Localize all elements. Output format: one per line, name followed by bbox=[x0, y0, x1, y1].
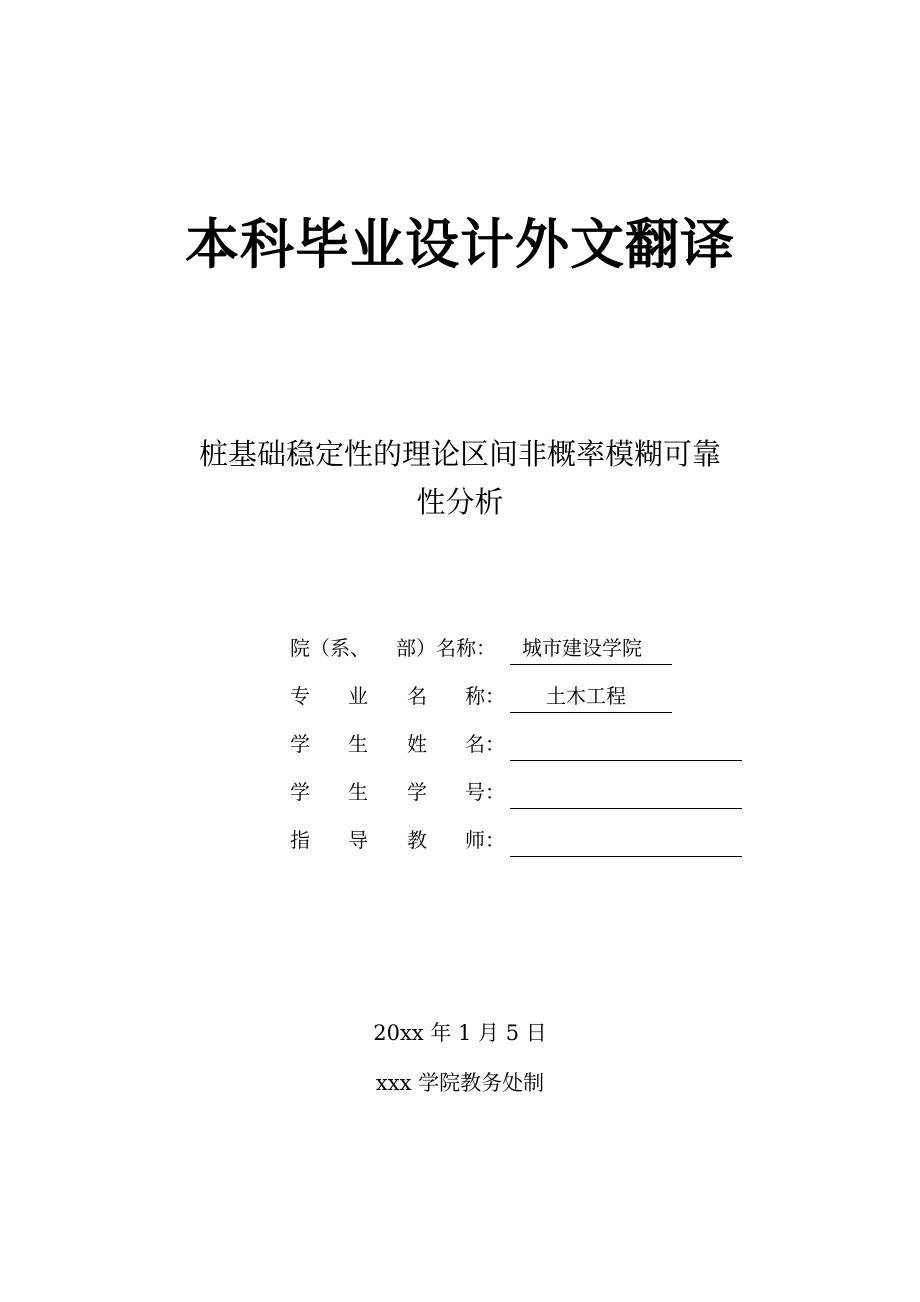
student-id-label-char: 学 bbox=[407, 780, 427, 804]
advisor-label bbox=[290, 822, 510, 858]
department-row bbox=[290, 630, 760, 678]
advisor-row bbox=[290, 822, 760, 870]
student-name-field[interactable] bbox=[510, 726, 742, 761]
department-label-part1: 院（系、 bbox=[290, 636, 370, 660]
document-title: 本科毕业设计外文翻译 bbox=[185, 213, 735, 276]
subtitle-line-2: 性分析 bbox=[416, 485, 504, 519]
student-id-label bbox=[290, 774, 510, 810]
subtitle-line-1: 桩基础稳定性的理论区间非概率模糊可靠 bbox=[198, 437, 721, 471]
advisor-field[interactable] bbox=[510, 822, 742, 857]
student-name-label-char: 姓 bbox=[407, 732, 427, 756]
major-label bbox=[290, 678, 510, 714]
student-id-label-char: 学 bbox=[290, 780, 310, 804]
student-id-label-char: 号： bbox=[465, 780, 505, 804]
advisor-label-char: 导 bbox=[348, 828, 368, 852]
major-row bbox=[290, 678, 760, 726]
student-id-label-char: 生 bbox=[348, 780, 368, 804]
thesis-subtitle bbox=[140, 430, 780, 526]
advisor-label-char: 教 bbox=[407, 828, 427, 852]
advisor-label-char: 师： bbox=[465, 828, 505, 852]
department-label-part2: 部）名称： bbox=[396, 636, 496, 660]
student-name-label-char: 生 bbox=[348, 732, 368, 756]
major-label-char: 名 bbox=[407, 684, 427, 708]
advisor-label-char: 指 bbox=[290, 828, 310, 852]
major-label-char: 称： bbox=[465, 684, 505, 708]
department-value: 城市建设学院 bbox=[522, 636, 642, 660]
student-name-row bbox=[290, 726, 760, 774]
issuing-office: xxx 学院教务处制 bbox=[375, 1071, 545, 1095]
student-name-label-char: 名： bbox=[465, 732, 505, 756]
major-value: 土木工程 bbox=[546, 684, 626, 708]
major-value-field bbox=[510, 678, 672, 713]
student-id-field[interactable] bbox=[510, 774, 742, 809]
student-name-label bbox=[290, 726, 510, 762]
major-label-char: 专 bbox=[290, 684, 310, 708]
info-form bbox=[290, 630, 760, 870]
student-name-label-char: 学 bbox=[290, 732, 310, 756]
department-label bbox=[290, 630, 510, 666]
student-id-row bbox=[290, 774, 760, 822]
department-value-field bbox=[510, 630, 672, 665]
submission-date: 20xx 年 1 月 5 日 bbox=[373, 1021, 547, 1045]
major-label-char: 业 bbox=[348, 684, 368, 708]
